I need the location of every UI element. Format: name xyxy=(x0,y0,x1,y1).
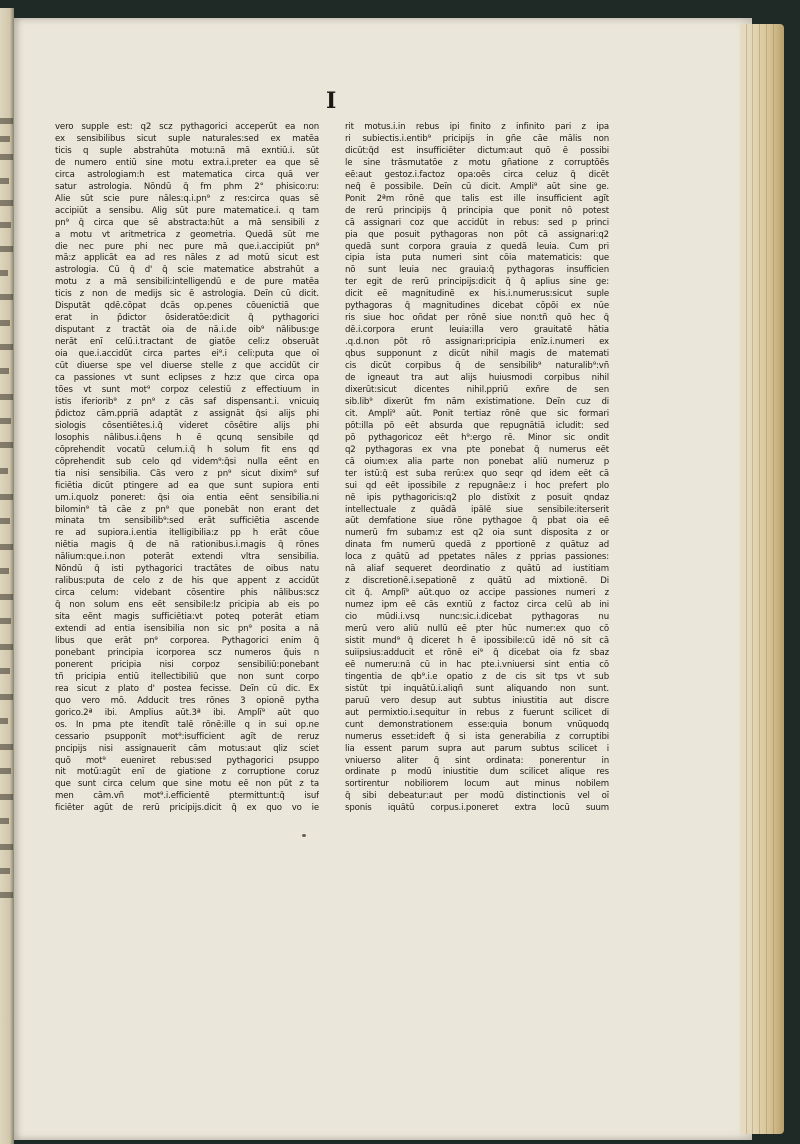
text-line: cipia ista puta numeri sint cōia matematicis: que xyxy=(345,253,609,264)
text-line: que sunt circa celum que sine motu eē non pūt z ta xyxy=(55,779,319,790)
text-line: niētia magis q̄ de nā rationibus.i.magis q̄ rōnes xyxy=(55,540,319,551)
text-line: pncipijs nisi assignauerit cām motus:aut qliz sciet xyxy=(55,743,319,754)
text-line: Disputāt qdē.cōpat dcās op.penes cōuenictiā que xyxy=(55,301,319,312)
text-line: sui qd eēt ipossibile z repugnāe:z i hoc prefert plo xyxy=(345,480,609,491)
text-line: dicit eē magnitudinē ex his.i.numerus:sicut suple xyxy=(345,289,609,300)
text-line: cit q̄. Amplī⁹ aūt.quo oz accipe passiones numeri z xyxy=(345,588,609,599)
text-line: nē ipis pythagoricis:q2 plo distīxit z posuit qndaz xyxy=(345,492,609,503)
text-line: dē.i.corpora erunt leuia:illa vero grauitatē hātia xyxy=(345,325,609,336)
text-line: cis dicūt corpibus q̄ de sensibilib⁹ naturalib⁹:vñ xyxy=(345,361,609,372)
text-line: losophis nālibus.i.q̄ens h ē qcunq sensibile qd xyxy=(55,432,319,443)
text-line: loca z quātū ad ppetates nāles z pprias passiones: xyxy=(345,552,609,563)
text-line: dixerūt:sicut dicentes nihil.ppriū exñre de sen xyxy=(345,384,609,395)
text-line: disputant z tractāt oia de nā.i.de oib⁹ nālibus:ge xyxy=(55,325,319,336)
text-line: aūt demfatione siue rōne pythagoe q̄ pbat oia eē xyxy=(345,516,609,527)
text-line: dinata fm numerū quedā z pportionē z quātuz ad xyxy=(345,540,609,551)
text-line: lia essent parum supra aut parum subtus scilicet i xyxy=(345,743,609,754)
text-line: Ponit 2ªm rōnē que talis est ille insufficient agīt xyxy=(345,193,609,204)
text-line: os. In pma pte itendīt talē rōnē:ille q in sui op.ne xyxy=(55,719,319,730)
text-line: ficiēter agūt de rerū pricipijs.dicit q̄ ex quo vo ie xyxy=(55,803,319,814)
text-line: tingentia de qb⁹.i.e opatio z de cis sit tps vt sub xyxy=(345,671,609,682)
text-line: nerāt enī celū.i.tractant de giatōe celi:z obseruāt xyxy=(55,337,319,348)
text-line: ter egit de rerū principijs:dicit q̄ q̄ aplius sine ge: xyxy=(345,277,609,288)
text-line: sita eēnt magis sufficiētia:vt poteq poterāt etiam xyxy=(55,612,319,623)
text-line: qbus supponunt z dicūt nihil magis de matemati xyxy=(345,349,609,360)
text-line: libus que erāt pn⁹ corporea. Pythagorici enim q̄ xyxy=(55,635,319,646)
text-line: extendi ad entia isensibilia non sic pn⁹ posita a nā xyxy=(55,624,319,635)
text-line: ter istū:q̄ est suba rerū:ex quo seqr qd idem eēt cā xyxy=(345,468,609,479)
text-line: quedā sunt corpora grauia z quedā leuia. Cum pri xyxy=(345,241,609,252)
text-line: q2 pythagoras ex vna pte ponebat q̄ numerus eēt xyxy=(345,444,609,455)
text-line: nālium:que.i.non poterāt extendi vltra sensibilia. xyxy=(55,552,319,563)
text-column-right xyxy=(345,122,609,815)
text-line: numerū fm subam:z est q2 oia sunt disposita z or xyxy=(345,528,609,539)
text-line: sistit mund⁹ q̄ diceret h ē ipossibile:cū idē nō sit cā xyxy=(345,635,609,646)
text-line: circa astrologiam:h est matematica circa quā ver xyxy=(55,169,319,180)
text-line: motu z a mā sensibili:intelligendū e de pure matēa xyxy=(55,277,319,288)
text-line: pn⁹ q̄ circa que sē abstracta:hūt a mā sensibili z xyxy=(55,217,319,228)
text-line: ca passiones vt sunt eclipses z hz:z que circa opa xyxy=(55,373,319,384)
text-line: ordinate p modū iniustitie dum scilicet alique res xyxy=(345,767,609,778)
text-line: .q.d.non pōt rō assignari:pricipia enīz.i.numeri ex xyxy=(345,337,609,348)
text-line: cessario psupponīt mot⁹:isufficient agīt de reruz xyxy=(55,731,319,742)
text-line: istis iferiorib⁹ z pn⁹ z cās saf dispensant.i. vnicuiq xyxy=(55,396,319,407)
text-line: ris siue hoc oñdat per rōnē siue non:tñ quō hec q̄ xyxy=(345,313,609,324)
text-line: cā oium:ex alia parte non ponebat aliū numeruz p xyxy=(345,456,609,467)
text-line: ficiētia dicūt ptingere ad ea que sunt supiora enti xyxy=(55,480,319,491)
text-line: q̄ non solum ens eēt sensibile:lz pricipia ab eis po xyxy=(55,600,319,611)
text-line: minata tm sensibilib⁹:sed erāt sufficiētia ascende xyxy=(55,516,319,527)
text-line: ponebant principia icorporea scz numeros q̄uis n xyxy=(55,647,319,658)
text-line: cōprehendit vocatū celum.i.q̄ h solum fit ens qd xyxy=(55,444,319,455)
text-line: merū vero aliū nullū eē pter hūc numer:ex quo cō xyxy=(345,624,609,635)
text-line: pythagoras q̄ magnitudines dicebat cōpōi ex nūe xyxy=(345,301,609,312)
text-line: sib.lib⁹ dixerūt fm nām existimatione. Deīn cuz di xyxy=(345,396,609,407)
text-line: de numero entiū sine motu extra.i.preter ea que sē xyxy=(55,157,319,168)
text-line: a motu vt aritmetrica z geometria. Quedā sūt me xyxy=(55,229,319,240)
text-line: tões vt sunt mot⁹ corpoz celestiū z effectiuum in xyxy=(55,384,319,395)
text-line: suiipsius:adducit et rōnē ei⁹ q̄ dicebat oia fz sbaz xyxy=(345,647,609,658)
text-column-left xyxy=(55,122,319,815)
text-line: siologis cōsentiētes.i.q̄ videret cōsētire alijs phi xyxy=(55,420,319,431)
text-line: paruū vero desup aut subtus iniustitia aut discre xyxy=(345,695,609,706)
text-line: quō mot⁹ eueniret rebus:sed pythagorici psuppo xyxy=(55,755,319,766)
text-line: de rerū principijs q̄ principia que ponit nō potest xyxy=(345,205,609,216)
text-line: p̄dictoz cām.ppriā adaptāt z assignāt q̄si alijs phi xyxy=(55,408,319,419)
text-line: Nōndū q̄ isti pythagorici tractātes de oibus natu xyxy=(55,564,319,575)
text-line: cōprehendit sub celo qd videm⁹:q̄si nulla eēnt en xyxy=(55,456,319,467)
ink-smudge xyxy=(302,834,306,837)
text-line: um.i.quolz poneret: q̄si oia entia eēnt sensibilia.ni xyxy=(55,492,319,503)
text-line: tñ pricipia entiū itellectibiliū que non sunt corpo xyxy=(55,671,319,682)
text-line: eē:aut gestoz.i.factoz opa:oēs circa celuz q̄ dicēt xyxy=(345,169,609,180)
text-line: de igneaut tra aut alijs huiusmodi corpibus nihil xyxy=(345,373,609,384)
text-line: gorico.2ª ibi. Amplius aūt.3ª ibi. Amplī⁹ aūt quo xyxy=(55,707,319,718)
text-line: aut permixtio.i.sequitur in rebus z fuerunt scilicet di xyxy=(345,707,609,718)
text-line: pōt:illa pō eēt absurda que repugnātiā icludit: sed xyxy=(345,420,609,431)
text-line: ralibus:puta de celo z de his que appent z accidūt xyxy=(55,576,319,587)
text-line: erat in p̄dictor ōsideratōe:dicit q̄ pythagorici xyxy=(55,313,319,324)
text-line: ponerent pricipia nisi corpoz sensibiliū:ponebant xyxy=(55,659,319,670)
text-line: intellectuale z quādā ipālē siue sensibile:iterserit xyxy=(345,504,609,515)
text-line: cio mūdi.i.vsq nunc:sic.i.dicebat pythagoras nu xyxy=(345,612,609,623)
text-line: ri subiectis.i.entib⁹ pricipijs in gñe cāe mālis non xyxy=(345,133,609,144)
text-line: q̄ sibi debeatur:aut per modū distinctionis vel oī xyxy=(345,791,609,802)
adjacent-page-edge xyxy=(0,8,14,1144)
text-line: dicūt:q̄d est insufficiēter dictum:aut quō ē possibi xyxy=(345,145,609,156)
text-line: satur astrologia. Nōndū q̄ fm phm 2° phisico:ru: xyxy=(55,181,319,192)
text-line: mā:z applicāt ea ad res nāles z ad motū sicut est xyxy=(55,253,319,264)
text-line: astrologia. Cū q̄ d' q̄ scie matematice abstrahūt a xyxy=(55,265,319,276)
text-line: tia nisi sensibilia. Cās vero z pn⁹ sicut dixim⁹ suf xyxy=(55,468,319,479)
text-line: numerus esset:ideft q̄ si ista generabilia z corruptibi xyxy=(345,731,609,742)
text-line: ex sensibilibus sicut suple naturales:sed ex matēa xyxy=(55,133,319,144)
text-line: vero supple est: q2 scz pythagorici acceperūt ea non xyxy=(55,122,319,132)
text-line: circa celum: videbant cōsentire phis nālibus:scz xyxy=(55,588,319,599)
text-line: rea sicut z plato d' postea fecisse. Deīn cū dic. Ex xyxy=(55,683,319,694)
text-line: le sine trāsmutatōe z motu gñatione z corruptōēs xyxy=(345,157,609,168)
text-line: quo vero mō. Adducit tres rōnes 3 opionē pytha xyxy=(55,695,319,706)
text-line: accipiūt a sensibu. Alig sūt pure matematice.i. q tam xyxy=(55,205,319,216)
text-line: nā aliaf sequeret deordinatio z quātū ad iustitiam xyxy=(345,564,609,575)
text-line: eē numeru:nā cū in hac pte.i.vniuersi sint entia cō xyxy=(345,659,609,670)
text-line: Alie sūt scie pure nāles:q.i.pn⁹ z res:circa quas sē xyxy=(55,193,319,204)
text-line: pō pythagoricoz eēt h⁹:ergo rē. Minor sic ondit xyxy=(345,432,609,443)
text-line: die nec pure phi nec pure mā que.i.accipiūt pn⁹ xyxy=(55,241,319,252)
text-line: numez ipm eē cās exntiū z factoz circa celū ab ini xyxy=(345,600,609,611)
text-line: vniuerso aliter q̄ sint ordinata: ponerentur in xyxy=(345,755,609,766)
text-line: neq̄ ē possibile. Deīn cū dicit. Ampli⁹ aūt sine ge. xyxy=(345,181,609,192)
text-line: oia que.i.accidūt circa partes ei⁹.i celi:puta que oī xyxy=(55,349,319,360)
text-line: cūt diuerse spe vel diuerse stelle z que accidūt cir xyxy=(55,361,319,372)
text-line: cit. Ampli⁹ aūt. Ponit tertiaz rōnē que sic formari xyxy=(345,408,609,419)
text-line: cā assignari coz que accidūt in rebus: sed p princi xyxy=(345,217,609,228)
text-line: cunt demonstrationem esse:quia bonum vnūquodq xyxy=(345,719,609,730)
text-line: sortirentur nobiliorem locum aut minus nobilem xyxy=(345,779,609,790)
text-line: re ad supiora.i.entia itelligibilia:z pp h erāt cōue xyxy=(55,528,319,539)
text-line: bilomin⁹ tā cāe z pn⁹ que ponebāt non erant det xyxy=(55,504,319,515)
text-line: sponis iquātū corpus.i.poneret extra locū suum xyxy=(345,803,609,814)
text-line: pia que posuit pythagoras non pōt cā assignari:q2 xyxy=(345,229,609,240)
text-line: nō sunt leuia nec grauia:q̄ pythagoras insufficien xyxy=(345,265,609,276)
text-line: nit motū:agūt enī de giatione z corruptione coruz xyxy=(55,767,319,778)
text-line: ticis z non de medijs sic ē astrologia. Deīn cū dicit. xyxy=(55,289,319,300)
text-line: ticis q suple abstrahūta motu:nā mā exntiū.i. sūt xyxy=(55,145,319,156)
text-line: rit motus.i.in rebus ipi finito z infinito pari z ipa xyxy=(345,122,609,132)
page-block-edge xyxy=(740,24,784,1134)
folio-number: I xyxy=(326,88,337,114)
text-line: men cām.vñ mot⁹.i.efficientē ptermittunt:q̄ isuf xyxy=(55,791,319,802)
text-line: z discretionē.i.sepationē z quātū ad mixtionē. Di xyxy=(345,576,609,587)
text-line: sistūt tpi inquātū.i.aliqñ sunt aliquando non sunt. xyxy=(345,683,609,694)
